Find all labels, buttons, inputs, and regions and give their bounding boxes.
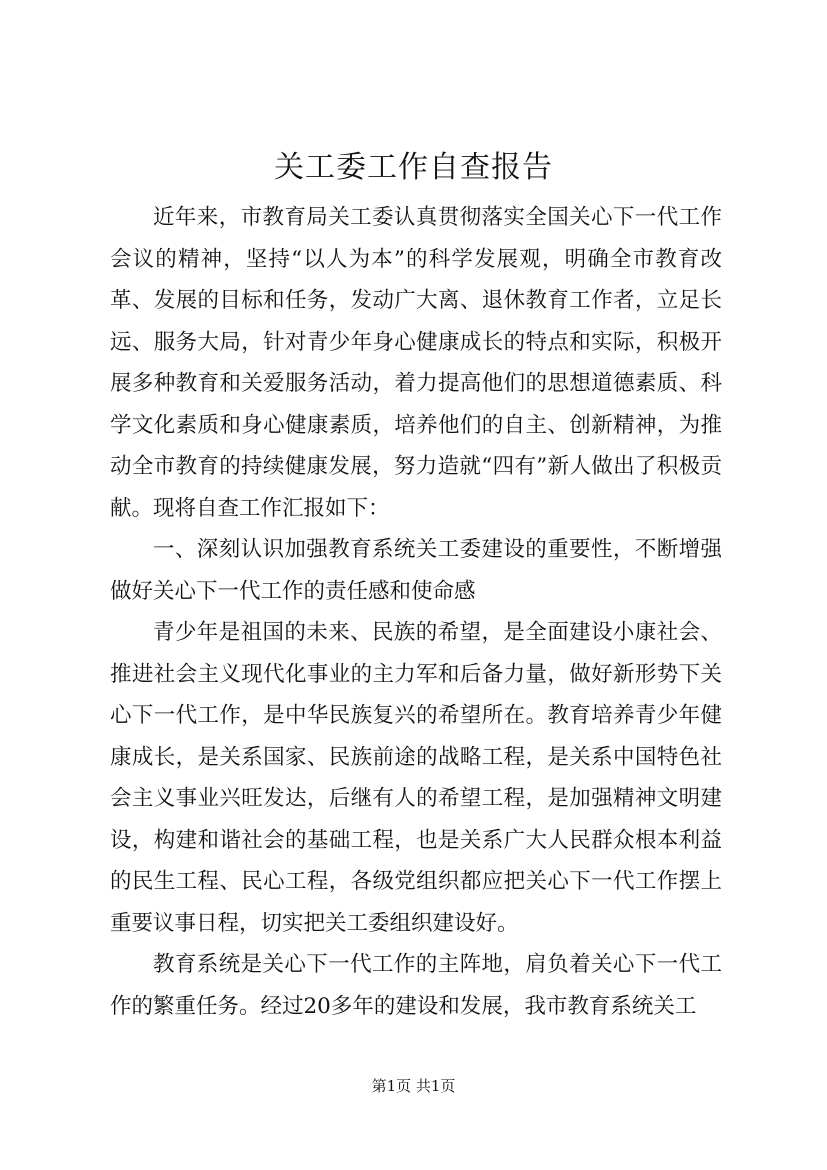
page-footer: 第1页 共1页 [371,1077,456,1095]
section-heading-1: 一、深刻认识加强教育系统关工委建设的重要性，不断增强做好关心下一代工作的责任感和使命感 [110,537,722,604]
paragraph-intro: 近年来，市教育局关工委认真贯彻落实全国关心下一代工作会议的精神，坚持“以人为本”的科学发展观，明确全市教育改革、发展的目标和任务，发动广大离、退休教育工作者，立足长远、服务大局，针对青少年身心健康成长的特点和实际，积极开展多种教育和关爱服务活动，着力提高他们的思想道德素质、科学文化素质和身心健康素质，培养他们的自主、创新精神，为推动全市教育的持续健康发展，努力造就“四有”新人做出了积极贡献。现将自查工作汇报如下： [110,205,722,521]
document-body [110,197,722,1027]
paragraph-youth: 青少年是祖国的未来、民族的希望，是全面建设小康社会、推进社会主义现代化事业的主力军和后备力量，做好新形势下关心下一代工作，是中华民族复兴的希望所在。教育培养青少年健康成长，是关系国家、民族前途的战略工程，是关系中国特色社会主义事业兴旺发达，后继有人的希望工程，是加强精神文明建设，构建和谐社会的基础工程，也是关系广大人民群众根本利益的民生工程、民心工程，各级党组织都应把关心下一代工作摆上重要议事日程，切实把关工委组织建设好。 [110,620,722,936]
document-title: 关工委工作自查报告 [274,150,553,185]
paragraph-education-system: 教育系统是关心下一代工作的主阵地，肩负着关心下一代工作的繁重任务。经过20多年的建设和发展，我市教育系统关工 [110,952,722,1019]
